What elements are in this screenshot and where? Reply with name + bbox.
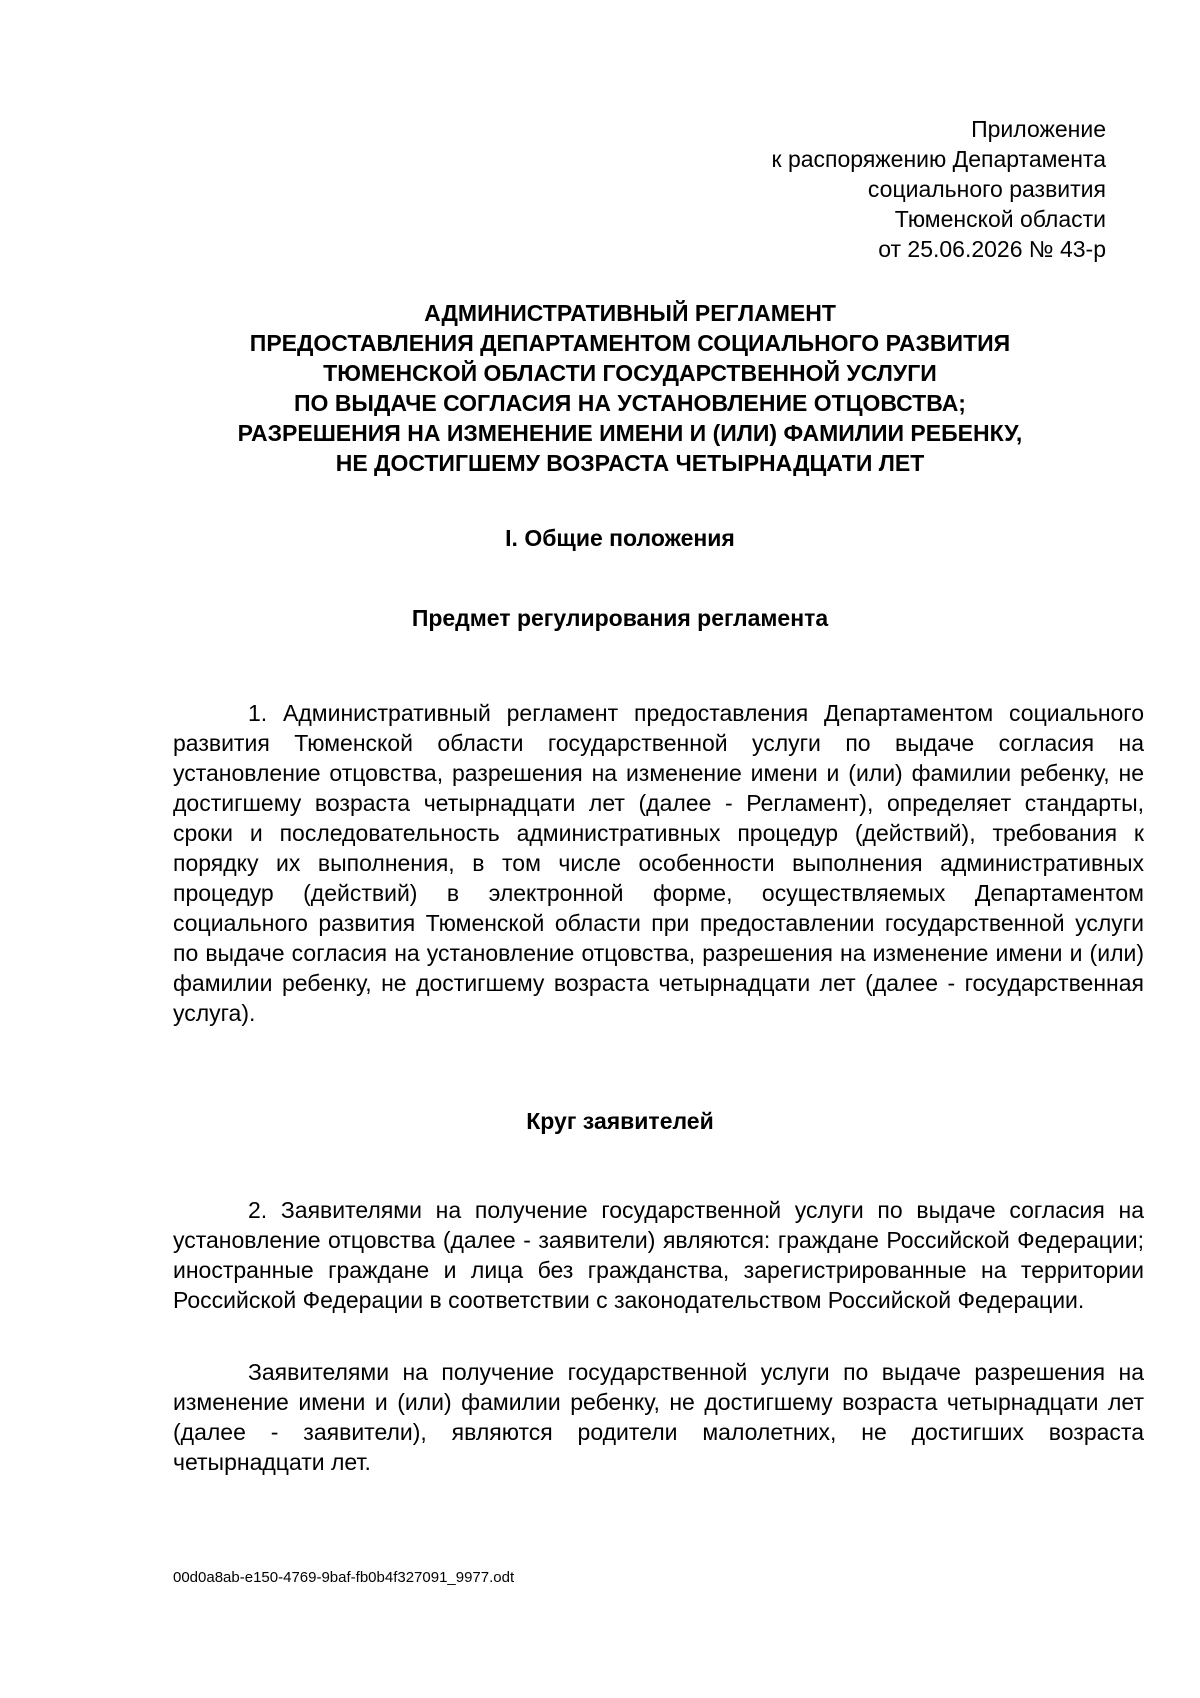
title-line: НЕ ДОСТИГШЕМУ ВОЗРАСТА ЧЕТЫРНАДЦАТИ ЛЕТ bbox=[335, 450, 925, 476]
title-line: ТЮМЕНСКОЙ ОБЛАСТИ ГОСУДАРСТВЕННОЙ УСЛУГИ bbox=[323, 360, 937, 386]
appendix-line: Тюменской области bbox=[894, 206, 1106, 232]
paragraph-1: 1. Административный регламент предоставления Департаментом социального развития Тюменской области государственной услуги по выдаче согласия на установление отцовства, разрешения на изменение имени и (или) фамилии ребенку, не достигшему возраста четырнадцати лет (далее - Регламент), определяет стандарты, сроки и последовательность административных процедур (действий), требования к порядку их выполнения, в том числе особенности выполнения административных процедур (действий) в электронной форме, осуществляемых Департаментом социального развития Тюменской области при предоставлении государственной услуги по выдаче согласия на установление отцовства, разрешения на изменение имени и (или) фамилии ребенку, не достигшему возраста четырнадцати лет (далее - государственная услуга). bbox=[173, 700, 1144, 1026]
title-line: ПРЕДОСТАВЛЕНИЯ ДЕПАРТАМЕНТОМ СОЦИАЛЬНОГО РАЗВИТИЯ bbox=[249, 330, 1011, 356]
paragraph-2: 2. Заявителями на получение государственной услуги по выдаче согласия на установление отцовства (далее - заявители) являются: граждане Российской Федерации; иностранные граждане и лица без гражданства, зарегистрированные на территории Российской Федерации в соответствии с законодательством Российской Федерации. bbox=[173, 1197, 1144, 1313]
paragraph-3: Заявителями на получение государственной услуги по выдаче разрешения на изменение имени и (или) фамилии ребенку, не достигшему возраста четырнадцати лет (далее - заявители), являются родители малолетних, не достигших возраста четырнадцати лет. bbox=[173, 1359, 1144, 1475]
document-title bbox=[180, 298, 1080, 478]
appendix-line: социального развития bbox=[867, 176, 1106, 202]
title-line: ПО ВЫДАЧЕ СОГЛАСИЯ НА УСТАНОВЛЕНИЕ ОТЦОВСТВА; bbox=[294, 390, 966, 416]
appendix-block bbox=[772, 114, 1106, 264]
footer-file-name: 00d0a8ab-e150-4769-9baf-fb0b4f327091_9977.odt bbox=[173, 1569, 515, 1586]
appendix-date-number: от 25.06.2026 № 43-р bbox=[878, 236, 1106, 262]
appendix-line: Приложение bbox=[971, 116, 1106, 142]
title-line: АДМИНИСТРАТИВНЫЙ РЕГЛАМЕНТ bbox=[424, 300, 836, 326]
appendix-line: к распоряжению Департамента bbox=[771, 146, 1106, 172]
subject-heading: Предмет регулирования регламента bbox=[411, 605, 829, 631]
section-heading: I. Общие положения bbox=[505, 525, 735, 551]
title-line: РАЗРЕШЕНИЯ НА ИЗМЕНЕНИЕ ИМЕНИ И (ИЛИ) ФАМИЛИИ РЕБЕНКУ, bbox=[237, 420, 1023, 446]
applicants-heading: Круг заявителей bbox=[526, 1108, 714, 1134]
